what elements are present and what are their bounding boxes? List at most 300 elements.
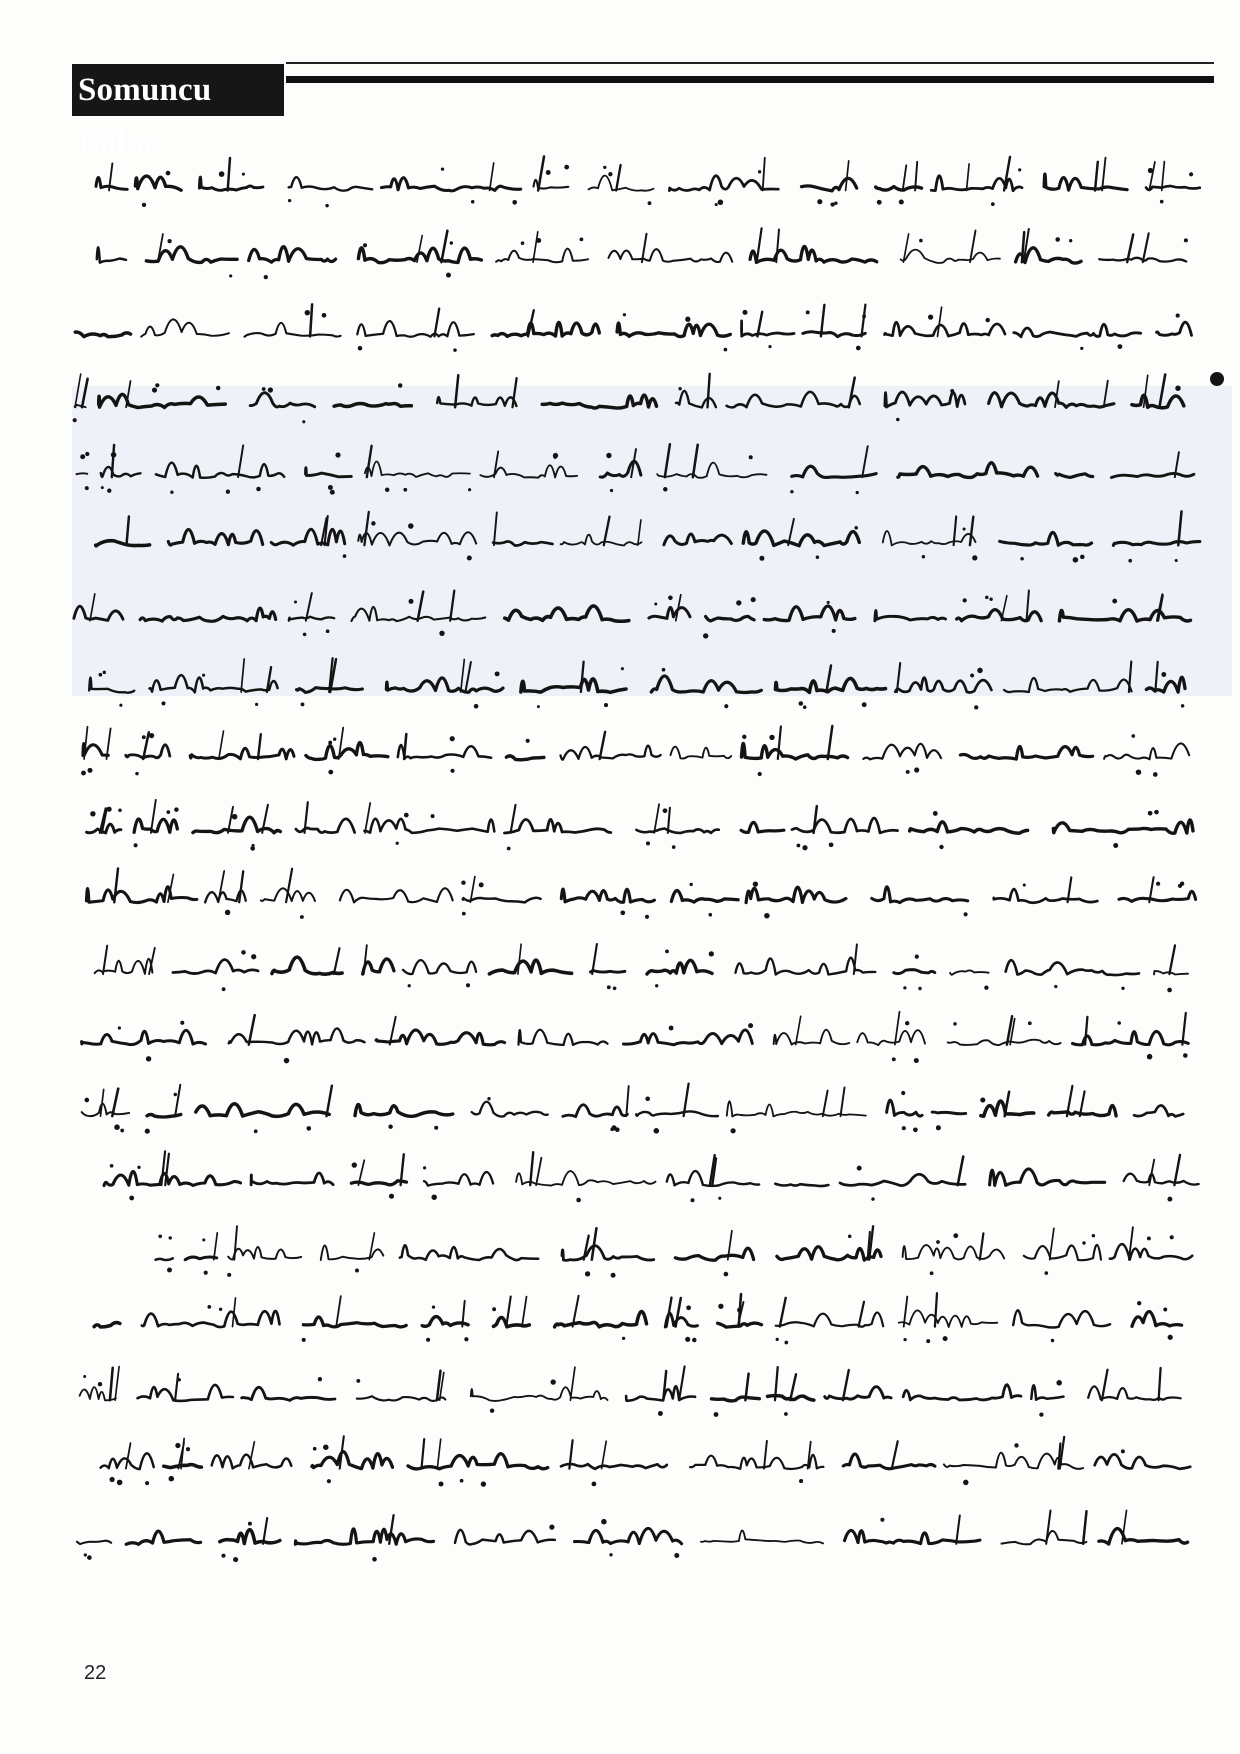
ink-dot <box>654 1128 660 1134</box>
ink-dot <box>87 1555 92 1560</box>
ink-dot <box>161 701 165 705</box>
ink-stroke <box>1073 1031 1189 1044</box>
ink-stroke <box>97 247 126 262</box>
ink-stroke <box>570 1367 575 1400</box>
ink-stroke <box>505 606 629 621</box>
ink-dot <box>950 389 954 393</box>
ink-dot <box>84 1553 87 1556</box>
handwritten-line <box>60 1286 1220 1356</box>
ink-stroke <box>86 887 196 903</box>
ink-stroke <box>600 732 605 759</box>
ink-dot <box>645 1097 650 1102</box>
ink-dot <box>832 629 836 633</box>
ink-dot <box>662 668 666 672</box>
ink-dot <box>233 1557 238 1562</box>
ink-dot <box>985 596 989 600</box>
ink-stroke <box>803 332 865 337</box>
ink-dot <box>914 1058 919 1063</box>
ink-dot <box>655 984 658 987</box>
ink-stroke <box>96 541 150 546</box>
handwritten-line <box>60 150 1220 220</box>
margin-ink-mark <box>1210 372 1224 386</box>
ink-dot <box>135 772 138 775</box>
ink-stroke <box>168 529 262 545</box>
ink-dot <box>84 1098 89 1103</box>
ink-dot <box>576 1198 581 1203</box>
ink-stroke <box>173 960 258 974</box>
ink-stroke <box>461 660 465 692</box>
ink-dot <box>769 735 774 740</box>
ink-stroke <box>1083 1511 1086 1544</box>
ink-dot <box>856 491 859 494</box>
ink-dot <box>1080 555 1085 560</box>
ink-dot <box>396 842 399 845</box>
ink-dot <box>328 485 333 490</box>
ink-stroke <box>581 662 584 692</box>
ink-dot <box>663 487 668 492</box>
ink-stroke <box>980 1233 984 1259</box>
ink-stroke <box>841 1088 845 1117</box>
ink-stroke <box>1119 891 1196 901</box>
ink-dot <box>669 1026 674 1031</box>
header-rule-thin <box>286 62 1214 64</box>
ink-stroke <box>1132 395 1184 408</box>
ink-stroke <box>1182 1013 1185 1045</box>
ink-dot <box>232 814 238 820</box>
ink-dot <box>129 1196 134 1201</box>
ink-stroke <box>245 323 341 337</box>
ink-dot <box>672 845 676 849</box>
ink-stroke <box>77 1541 111 1544</box>
ink-stroke <box>156 463 284 478</box>
ink-stroke <box>196 1104 329 1117</box>
ink-dot <box>385 488 389 492</box>
ink-dot <box>603 166 606 169</box>
ink-dot <box>180 1021 184 1025</box>
ink-dot <box>202 1238 205 1241</box>
ink-stroke <box>135 176 181 190</box>
ink-dot <box>149 733 154 738</box>
ink-stroke <box>112 1089 118 1116</box>
ink-stroke <box>903 1385 1021 1400</box>
ink-dot <box>303 633 307 637</box>
ink-dot <box>330 490 335 495</box>
ink-stroke <box>967 164 970 191</box>
ink-dot <box>902 1126 906 1130</box>
ink-dot <box>753 881 758 886</box>
ink-stroke <box>792 818 898 833</box>
ink-stroke <box>664 534 732 545</box>
ink-dot <box>816 555 819 558</box>
ink-stroke <box>575 1528 682 1543</box>
ink-dot <box>158 1234 162 1238</box>
ink-dot <box>919 239 923 243</box>
ink-dot <box>242 173 245 176</box>
ink-stroke <box>511 805 516 833</box>
ink-dot <box>256 487 261 492</box>
ink-dot <box>668 596 673 601</box>
ink-stroke <box>776 1312 884 1326</box>
handwritten-line <box>60 1499 1220 1569</box>
ink-dot <box>408 523 414 529</box>
ink-dot <box>620 910 625 915</box>
ink-dot <box>1069 239 1072 242</box>
ink-dot <box>73 418 77 422</box>
ink-dot <box>645 915 649 919</box>
ink-dot <box>609 1553 612 1556</box>
ink-stroke <box>115 1367 119 1401</box>
ink-stroke <box>94 1323 120 1327</box>
ink-stroke <box>843 1454 935 1469</box>
ink-stroke <box>463 898 541 903</box>
ink-dot <box>439 631 444 636</box>
ink-stroke <box>774 1030 850 1045</box>
ink-stroke <box>727 392 860 408</box>
handwritten-line <box>60 1073 1220 1143</box>
ink-dot <box>1112 599 1117 604</box>
handwritten-line <box>60 789 1220 859</box>
ink-dot <box>764 913 769 918</box>
ink-dot <box>142 203 146 207</box>
ink-dot <box>646 841 650 845</box>
ink-dot <box>101 486 104 489</box>
ink-dot <box>724 704 728 708</box>
ink-dot <box>512 200 517 205</box>
ink-dot <box>749 455 753 459</box>
ink-dot <box>715 203 718 206</box>
ink-stroke <box>190 748 294 759</box>
ink-stroke <box>675 1248 753 1260</box>
ink-dot <box>579 237 583 241</box>
ink-stroke <box>422 1439 425 1469</box>
handwritten-line <box>60 363 1220 433</box>
ink-dot <box>608 172 612 176</box>
ink-dot <box>409 599 414 604</box>
ink-stroke <box>357 1396 446 1401</box>
ink-dot <box>221 1554 225 1558</box>
ink-dot <box>204 1271 208 1275</box>
ink-stroke <box>386 678 503 692</box>
ink-dot <box>622 1337 625 1340</box>
ink-stroke <box>989 393 1114 408</box>
ink-stroke <box>701 1531 823 1544</box>
ink-stroke <box>306 743 388 760</box>
ink-stroke <box>272 957 342 974</box>
ink-stroke <box>887 1100 923 1116</box>
ink-stroke <box>1056 474 1093 478</box>
ink-stroke <box>505 819 611 833</box>
ink-stroke <box>496 249 588 263</box>
ink-stroke <box>417 236 422 263</box>
ink-dot <box>466 983 470 987</box>
ink-dot <box>748 1023 753 1028</box>
ink-dot <box>152 388 157 393</box>
ink-dot <box>526 739 530 743</box>
ink-dot <box>1137 1301 1141 1305</box>
ink-dot <box>1148 811 1153 816</box>
ink-dot <box>363 243 367 247</box>
ink-dot <box>255 703 258 706</box>
handwritten-line <box>60 860 1220 930</box>
ink-stroke <box>796 1016 801 1044</box>
ink-stroke <box>1046 1511 1050 1544</box>
ink-dot <box>784 1341 788 1345</box>
ink-stroke <box>764 606 855 621</box>
ink-dot <box>426 1338 430 1342</box>
ink-stroke <box>234 1226 237 1259</box>
ink-dot <box>99 673 103 677</box>
ink-dot <box>325 204 328 207</box>
ink-dot <box>174 807 179 812</box>
ink-dot <box>803 705 807 709</box>
ink-dot <box>856 346 861 351</box>
ink-dot <box>736 600 741 605</box>
ink-stroke <box>424 1172 493 1186</box>
ink-dot <box>862 702 867 707</box>
ink-dot <box>658 1411 663 1416</box>
ink-stroke <box>843 1370 849 1400</box>
ink-stroke <box>757 228 762 262</box>
ink-dot <box>170 491 173 494</box>
ink-dot <box>1163 1308 1167 1312</box>
ink-stroke <box>671 891 738 903</box>
ink-stroke <box>775 1184 828 1186</box>
ink-stroke <box>663 1371 666 1400</box>
ink-stroke <box>1002 1531 1087 1544</box>
ink-dot <box>718 200 724 206</box>
ink-stroke <box>249 247 336 263</box>
ink-stroke <box>334 403 411 406</box>
ink-dot <box>356 1379 360 1383</box>
ink-dot <box>175 1443 180 1448</box>
ink-stroke <box>99 394 226 407</box>
ink-stroke <box>845 1530 980 1543</box>
ink-dot <box>167 1268 172 1273</box>
ink-stroke <box>418 592 424 621</box>
ink-stroke <box>185 1257 217 1260</box>
ink-dot <box>989 597 992 600</box>
ink-stroke <box>400 1245 538 1260</box>
ink-stroke <box>214 1233 218 1260</box>
ink-dot <box>1023 883 1026 886</box>
ink-stroke <box>251 1173 333 1185</box>
ink-stroke <box>1149 1160 1154 1186</box>
ink-dot <box>610 1128 613 1131</box>
ink-stroke <box>142 1311 280 1327</box>
ink-dot <box>300 915 304 919</box>
ink-dot <box>790 490 793 493</box>
ink-stroke <box>134 819 177 832</box>
ink-stroke <box>490 163 494 191</box>
ink-stroke <box>74 606 123 620</box>
ink-stroke <box>530 1152 533 1185</box>
ink-dot <box>111 452 117 458</box>
ink-dot <box>984 986 988 990</box>
ink-stroke <box>455 375 458 407</box>
ink-dot <box>227 1273 231 1277</box>
ink-stroke <box>289 617 334 621</box>
ink-stroke <box>676 391 716 408</box>
ink-dot <box>431 814 435 818</box>
ink-stroke <box>193 817 281 833</box>
ink-dot <box>98 1382 102 1386</box>
ink-stroke <box>75 374 81 407</box>
ink-dot <box>507 847 511 851</box>
ink-stroke <box>1095 1454 1191 1469</box>
ink-dot <box>892 1057 896 1061</box>
ink-dot <box>724 348 728 352</box>
ink-dot <box>862 314 866 318</box>
ink-dot <box>302 1338 306 1342</box>
ink-stroke <box>895 678 991 693</box>
header-rule-thick <box>286 76 1214 83</box>
ink-dot <box>1092 1234 1095 1237</box>
handwritten-line <box>60 505 1220 575</box>
handwritten-line <box>60 1357 1220 1427</box>
ink-dot <box>610 489 613 492</box>
ink-stroke <box>1085 1017 1087 1045</box>
ink-dot <box>251 954 256 959</box>
ink-stroke <box>1146 677 1185 692</box>
ink-stroke <box>742 743 848 759</box>
ink-stroke <box>398 745 491 759</box>
ink-stroke <box>493 541 552 545</box>
ink-dot <box>327 1479 331 1483</box>
ink-dot <box>216 386 221 391</box>
ink-stroke <box>127 517 129 546</box>
ink-stroke <box>110 1368 113 1400</box>
ink-dot <box>758 170 761 173</box>
ink-stroke <box>903 1245 1005 1259</box>
ink-dot <box>648 201 652 205</box>
ink-stroke <box>1013 1310 1110 1327</box>
ink-dot <box>248 1522 252 1526</box>
ink-dot <box>1147 1236 1151 1240</box>
ink-stroke <box>312 1452 393 1469</box>
ink-dot <box>685 317 690 322</box>
ink-dot <box>537 705 540 708</box>
ink-dot <box>857 1166 862 1171</box>
ink-stroke <box>175 1374 178 1400</box>
ink-dot <box>799 701 804 706</box>
ink-stroke <box>636 1111 718 1116</box>
ink-dot <box>178 1378 181 1381</box>
ink-dot <box>1054 985 1057 988</box>
ink-stroke <box>364 819 494 833</box>
ink-stroke <box>151 800 156 833</box>
ink-dot <box>103 671 106 674</box>
ink-stroke <box>1110 1244 1193 1260</box>
ink-dot <box>1189 172 1193 176</box>
ink-stroke <box>667 1298 672 1327</box>
ink-dot <box>877 200 882 205</box>
ink-dot <box>169 1236 172 1239</box>
handwritten-line <box>60 1144 1220 1214</box>
ink-stroke <box>1132 1311 1182 1326</box>
ink-dot <box>607 985 611 989</box>
ink-dot <box>930 1271 934 1275</box>
ink-dot <box>692 1338 696 1342</box>
ink-dot <box>323 1444 329 1450</box>
ink-stroke <box>228 158 230 190</box>
ink-stroke <box>90 594 95 621</box>
ink-stroke <box>562 1246 654 1261</box>
ink-stroke <box>712 1397 760 1401</box>
ink-dot <box>903 986 906 989</box>
ink-dot <box>155 383 159 387</box>
ink-stroke <box>763 158 765 191</box>
ink-stroke <box>690 1455 823 1469</box>
ink-stroke <box>220 1530 280 1544</box>
ink-dot <box>107 489 111 493</box>
ink-stroke <box>990 1169 1105 1185</box>
ink-dot <box>714 1412 719 1417</box>
ink-dot <box>963 1480 968 1485</box>
handwritten-line <box>60 1428 1220 1498</box>
ink-stroke <box>1014 324 1141 337</box>
ink-dot <box>922 555 925 558</box>
ink-dot <box>977 668 983 674</box>
ink-dot <box>1121 987 1124 990</box>
ink-dot <box>905 1021 909 1025</box>
ink-stroke <box>883 531 976 545</box>
ink-dot <box>1170 1235 1174 1239</box>
ink-dot <box>487 1097 490 1100</box>
ink-dot <box>1039 1412 1043 1416</box>
ink-stroke <box>741 822 784 832</box>
ink-stroke <box>616 165 620 190</box>
ink-dot <box>854 526 858 530</box>
ink-dot <box>709 951 714 956</box>
ink-stroke <box>310 304 312 336</box>
ink-dot <box>1014 1443 1018 1447</box>
ink-dot <box>335 452 340 457</box>
ink-dot <box>328 770 333 775</box>
ink-dot <box>167 239 171 243</box>
ink-stroke <box>239 871 243 902</box>
ink-dot <box>372 1557 377 1562</box>
ink-dot <box>933 811 938 816</box>
ink-stroke <box>706 616 755 621</box>
ink-dot <box>549 1525 554 1530</box>
ink-stroke <box>1044 174 1127 190</box>
ink-dot <box>871 1197 874 1200</box>
ink-stroke <box>1157 322 1192 335</box>
ink-stroke <box>814 806 817 833</box>
handwritten-line <box>60 718 1220 788</box>
ink-dot <box>479 882 484 887</box>
ink-dot <box>903 1338 906 1341</box>
ink-dot <box>1045 1271 1049 1275</box>
ink-dot <box>1018 168 1021 171</box>
ink-stroke <box>533 232 538 262</box>
ink-stroke <box>651 676 761 692</box>
ink-dot <box>724 1272 729 1277</box>
ink-stroke <box>140 608 276 621</box>
ink-dot <box>471 200 475 204</box>
ink-dot <box>915 954 919 958</box>
ink-dot <box>288 199 291 202</box>
ink-stroke <box>471 1387 608 1401</box>
ink-dot <box>964 912 968 916</box>
ink-stroke <box>542 395 656 408</box>
ink-stroke <box>665 444 670 477</box>
ink-dot <box>737 1308 742 1313</box>
ink-dot <box>796 844 800 848</box>
ink-stroke <box>435 309 440 337</box>
ink-dot <box>830 202 834 206</box>
ink-stroke <box>592 1228 597 1259</box>
